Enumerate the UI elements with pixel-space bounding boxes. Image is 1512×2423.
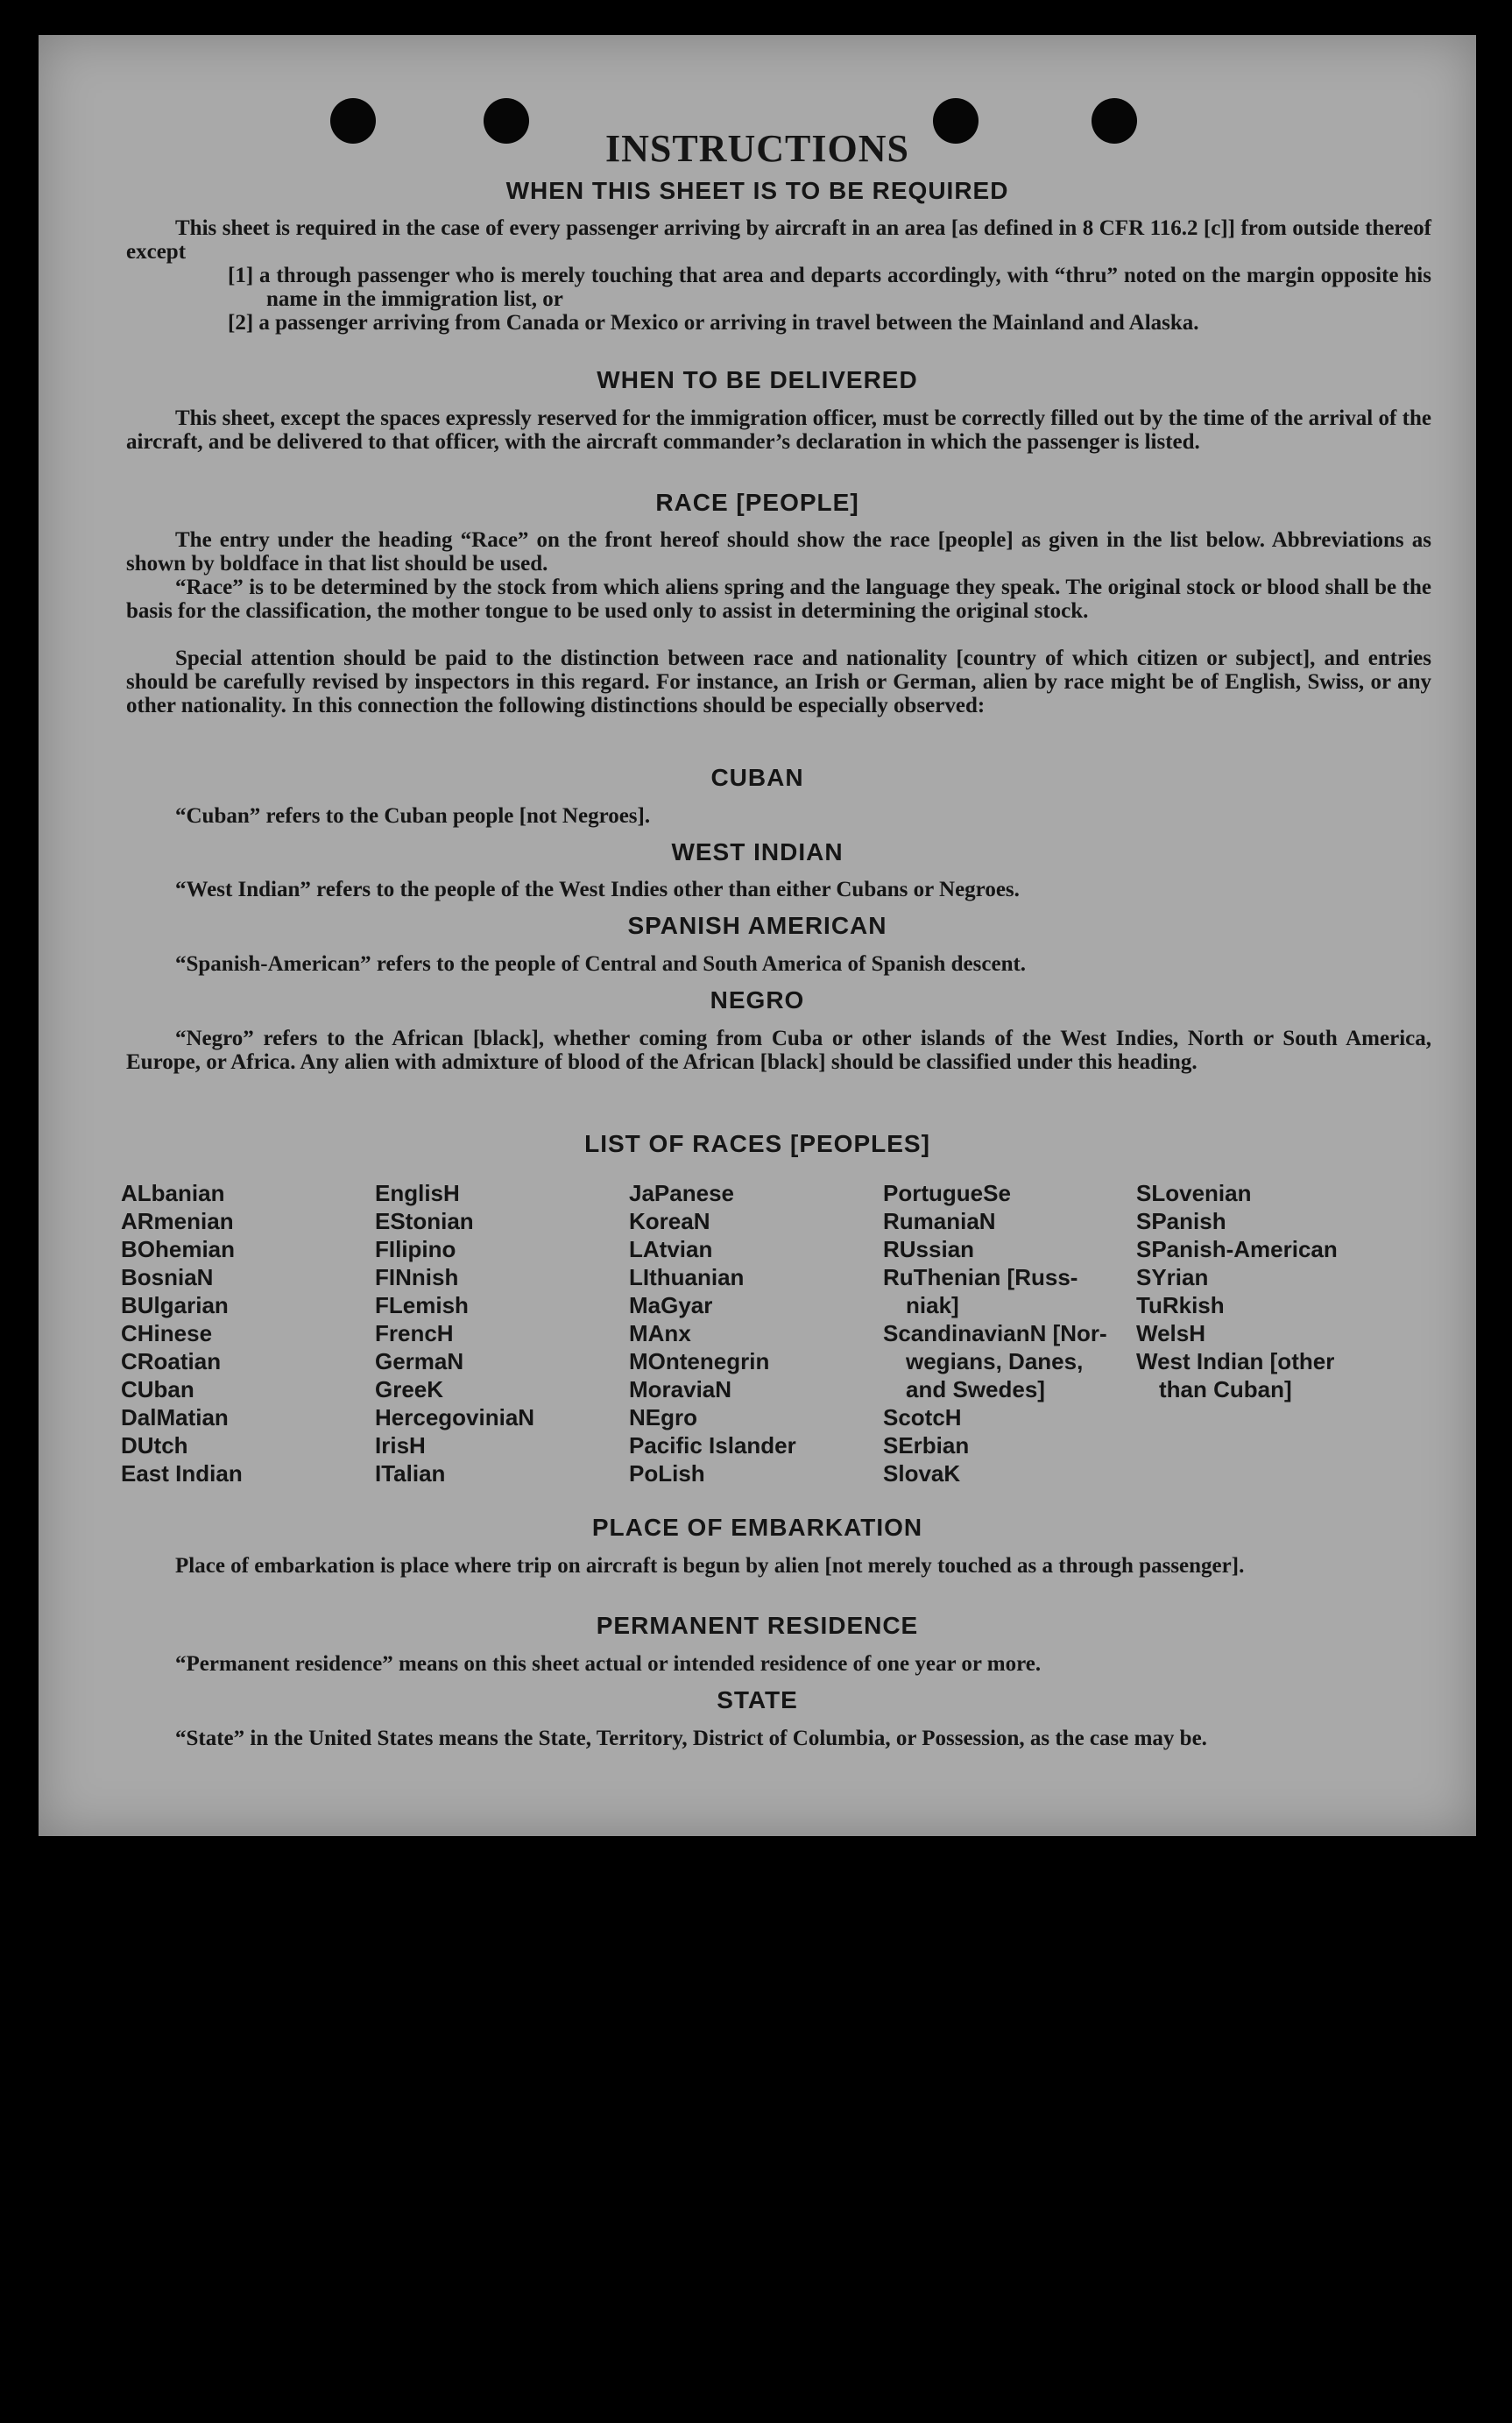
instruction-sheet <box>39 35 1476 1836</box>
race-entry: JaPanese <box>629 1180 734 1206</box>
race-entry: wegians, Danes, <box>906 1348 1084 1374</box>
race-entry: BOhemian <box>121 1236 236 1262</box>
race-entry: ScandinavianN [Nor- <box>883 1320 1107 1346</box>
race-entry: PoLish <box>629 1460 705 1487</box>
race-entry: EnglisH <box>375 1180 460 1206</box>
race-entry: GermaN <box>375 1348 464 1374</box>
spanish-american-text: “Spanish-American” refers to the people of Central and South America of Spanish descent. <box>175 952 1027 976</box>
race-entry: DalMatian <box>121 1404 229 1430</box>
race-entry: BosniaN <box>121 1264 214 1290</box>
races-column-1 <box>121 1179 366 1487</box>
race-entry: RUssian <box>883 1236 975 1262</box>
race-entry: CRoatian <box>121 1348 222 1374</box>
race-entry: ScotcH <box>883 1404 962 1430</box>
race-entry: Pacific Islander <box>629 1432 796 1459</box>
heading-west-indian: WEST INDIAN <box>671 838 844 865</box>
race-entry: FIlipino <box>375 1236 456 1262</box>
race-entry: ARmenian <box>121 1208 234 1234</box>
race-entry: EStonian <box>375 1208 474 1234</box>
race-entry: SlovaK <box>883 1460 961 1487</box>
race-entry: IrisH <box>375 1432 426 1459</box>
race-entry: BUlgarian <box>121 1292 229 1318</box>
when-delivered-text: This sheet, except the spaces expressly reserved for the immigration officer, must be correctly filled out by the time of the arrival of the aircraft, and be delivered to that officer, with the aircraft commander’s declaration in which the passenger is listed. <box>126 406 1431 454</box>
race-entry: PortugueSe <box>883 1180 1011 1206</box>
races-column-4 <box>883 1179 1128 1487</box>
race-entry: SErbian <box>883 1432 970 1459</box>
race-entry: SLovenian <box>1136 1180 1252 1206</box>
race-entry: DUtch <box>121 1432 188 1459</box>
race-entry: LIthuanian <box>629 1264 745 1290</box>
race-entry: FINnish <box>375 1264 459 1290</box>
race-entry: ITalian <box>375 1460 446 1487</box>
heading-race: RACE [PEOPLE] <box>655 489 859 516</box>
race-entry: GreeK <box>375 1376 444 1402</box>
heading-when-delivered: WHEN TO BE DELIVERED <box>597 366 918 393</box>
race-entry: West Indian [other <box>1136 1348 1335 1374</box>
heading-state: STATE <box>717 1686 798 1713</box>
race-entry: niak] <box>906 1292 959 1318</box>
exception-item-2: [2] a passenger arriving from Canada or Mexico or arriving in travel between the Mainland and Alaska. <box>228 311 1199 335</box>
race-entry: East Indian <box>121 1460 243 1487</box>
race-entry: CHinese <box>121 1320 213 1346</box>
heading-negro: NEGRO <box>710 986 805 1014</box>
race-entry: MAnx <box>629 1320 691 1346</box>
embarkation-text: Place of embarkation is place where trip on aircraft is begun by alien [not merely touched as a through passenger]. <box>175 1554 1245 1578</box>
heading-spanish-american: SPANISH AMERICAN <box>627 912 887 939</box>
race-entry: WelsH <box>1136 1320 1205 1346</box>
races-column-5 <box>1136 1179 1425 1403</box>
race-entry: CUban <box>121 1376 194 1402</box>
page-title: INSTRUCTIONS <box>605 127 909 170</box>
race-entry: than Cuban] <box>1159 1376 1292 1402</box>
race-entry: KoreaN <box>629 1208 710 1234</box>
heading-cuban: CUBAN <box>710 764 804 791</box>
negro-text: “Negro” refers to the African [black], whether coming from Cuba or other islands of the West Indies, North or South America, Europe, or Africa. Any alien with admixture of blood of the African [black] should be classified under this heading. <box>126 1027 1431 1074</box>
race-entry: SPanish <box>1136 1208 1226 1234</box>
race-entry: FLemish <box>375 1292 469 1318</box>
race-entry: NEgro <box>629 1404 697 1430</box>
heading-embarkation: PLACE OF EMBARKATION <box>591 1514 923 1541</box>
race-entry: MaGyar <box>629 1292 713 1318</box>
race-entry: MoraviaN <box>629 1376 732 1402</box>
cuban-text: “Cuban” refers to the Cuban people [not Negroes]. <box>175 804 651 828</box>
race-paragraph-1: The entry under the heading “Race” on the front hereof should show the race [people] as given in the list below. Abbreviations as shown by boldface in that list should be used. <box>126 528 1431 576</box>
race-entry: MOntenegrin <box>629 1348 770 1374</box>
state-text: “State” in the United States means the State, Territory, District of Columbia, or Possession, as the case may be. <box>175 1727 1207 1750</box>
residence-text: “Permanent residence” means on this sheet actual or intended residence of one year or more. <box>175 1652 1042 1676</box>
races-column-3 <box>629 1179 874 1487</box>
exception-item-1: [1] a through passenger who is merely touching that area and departs accordingly, with “thru” noted on the margin opposite his name in the immigration list, or <box>228 264 1431 311</box>
race-paragraph-2: “Race” is to be determined by the stock from which aliens spring and the language they speak. The original stock or blood shall be the basis for the classification, the mother tongue to be used only to assist in determining the original stock. <box>126 576 1431 623</box>
west-indian-text: “West Indian” refers to the people of the West Indies other than either Cubans or Negroes. <box>175 878 1020 901</box>
race-entry: SYrian <box>1136 1264 1209 1290</box>
heading-when-required: WHEN THIS SHEET IS TO BE REQUIRED <box>505 177 1009 204</box>
race-entry: SPanish-American <box>1136 1236 1338 1262</box>
race-paragraph-3: Special attention should be paid to the distinction between race and nationality [country of which citizen or subject], and entries should be carefully revised by inspectors in this regard. For instance, an Irish or German, alien by race might be of English, Swiss, or any other nationality. In this connection the following distinctions should be especially observed: <box>126 646 1431 717</box>
heading-list-of-races: LIST OF RACES [PEOPLES] <box>584 1130 930 1157</box>
races-column-2 <box>375 1179 620 1487</box>
race-entry: FrencH <box>375 1320 454 1346</box>
race-entry: HercegoviniaN <box>375 1404 535 1430</box>
when-required-intro: This sheet is required in the case of every passenger arriving by aircraft in an area [as defined in 8 CFR 116.2 [c]] from outside thereof except <box>126 216 1431 264</box>
heading-permanent-residence: PERMANENT RESIDENCE <box>596 1612 919 1639</box>
race-entry: and Swedes] <box>906 1376 1045 1402</box>
race-entry: ALbanian <box>121 1180 225 1206</box>
race-entry: LAtvian <box>629 1236 713 1262</box>
race-entry: RuThenian [Russ- <box>883 1264 1078 1290</box>
race-entry: RumaniaN <box>883 1208 996 1234</box>
race-entry: TuRkish <box>1136 1292 1225 1318</box>
